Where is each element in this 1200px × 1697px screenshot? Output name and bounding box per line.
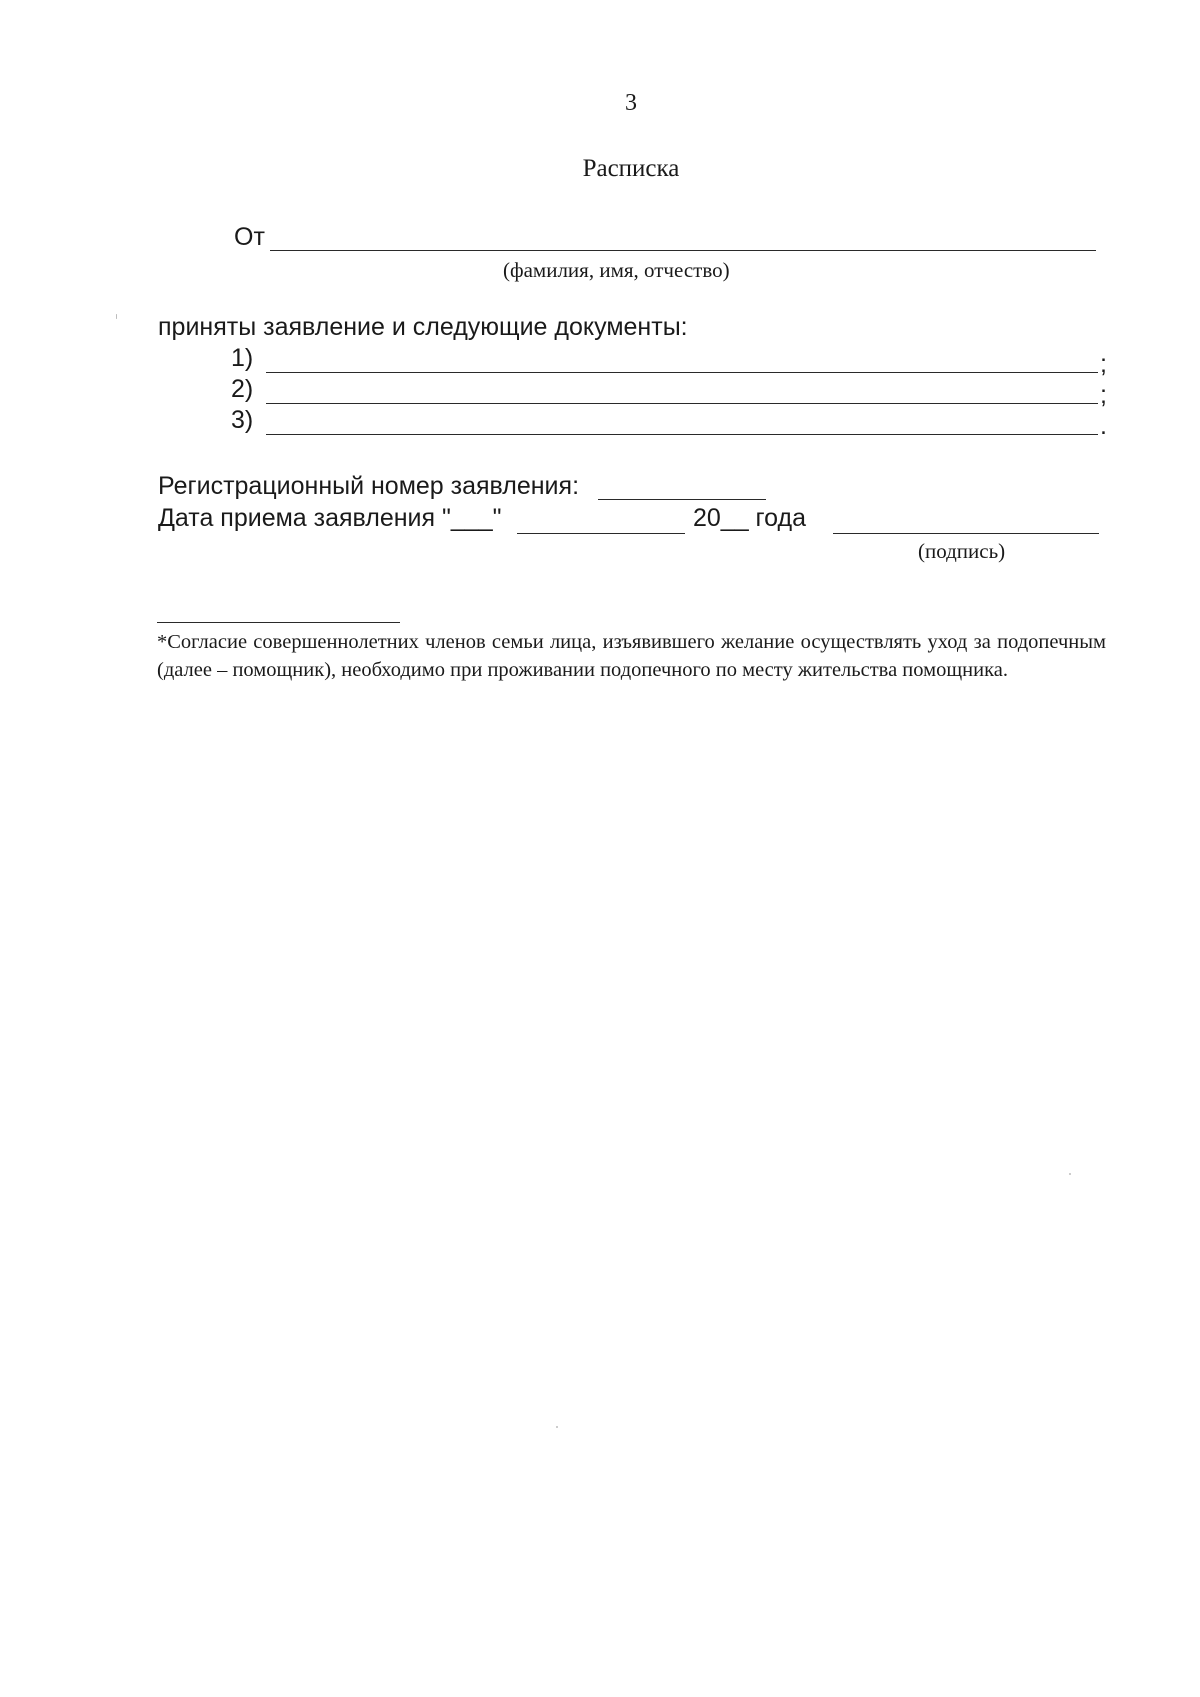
item-number-3: 3)	[231, 406, 254, 434]
from-name-field-line	[270, 250, 1096, 251]
scan-artifact	[116, 314, 117, 319]
footnote-text: *Согласие совершеннолетних членов семьи лица, изъявившего желание осуществлять уход за подопечным (далее – помощник), необходимо при проживании подопечного по месту жительства помощника.	[157, 631, 1106, 681]
item-line-2	[266, 403, 1098, 404]
scan-artifact	[556, 1426, 558, 1428]
item-line-1	[266, 372, 1098, 373]
item-line-3	[266, 434, 1098, 435]
scan-artifact	[1069, 1173, 1071, 1175]
page-number: 3	[625, 90, 637, 116]
accepted-documents-text: приняты заявление и следующие документы:	[158, 313, 688, 341]
signature-caption: (подпись)	[918, 539, 1006, 563]
month-line	[517, 533, 685, 534]
document-title: Расписка	[582, 155, 680, 182]
date-label: Дата приема заявления "___"	[158, 504, 502, 532]
item-end-3: .	[1100, 412, 1107, 440]
item-number-1: 1)	[231, 344, 254, 372]
item-number-2: 2)	[231, 375, 254, 403]
item-end-2: ;	[1100, 381, 1107, 409]
footnote-separator	[157, 622, 400, 623]
registration-number-line	[598, 499, 766, 500]
year-text: 20__ года	[693, 504, 806, 532]
item-end-1: ;	[1100, 350, 1107, 378]
registration-number-label: Регистрационный номер заявления:	[158, 472, 580, 500]
from-caption: (фамилия, имя, отчество)	[503, 258, 730, 282]
signature-line	[833, 533, 1099, 534]
from-label: От	[234, 223, 265, 251]
